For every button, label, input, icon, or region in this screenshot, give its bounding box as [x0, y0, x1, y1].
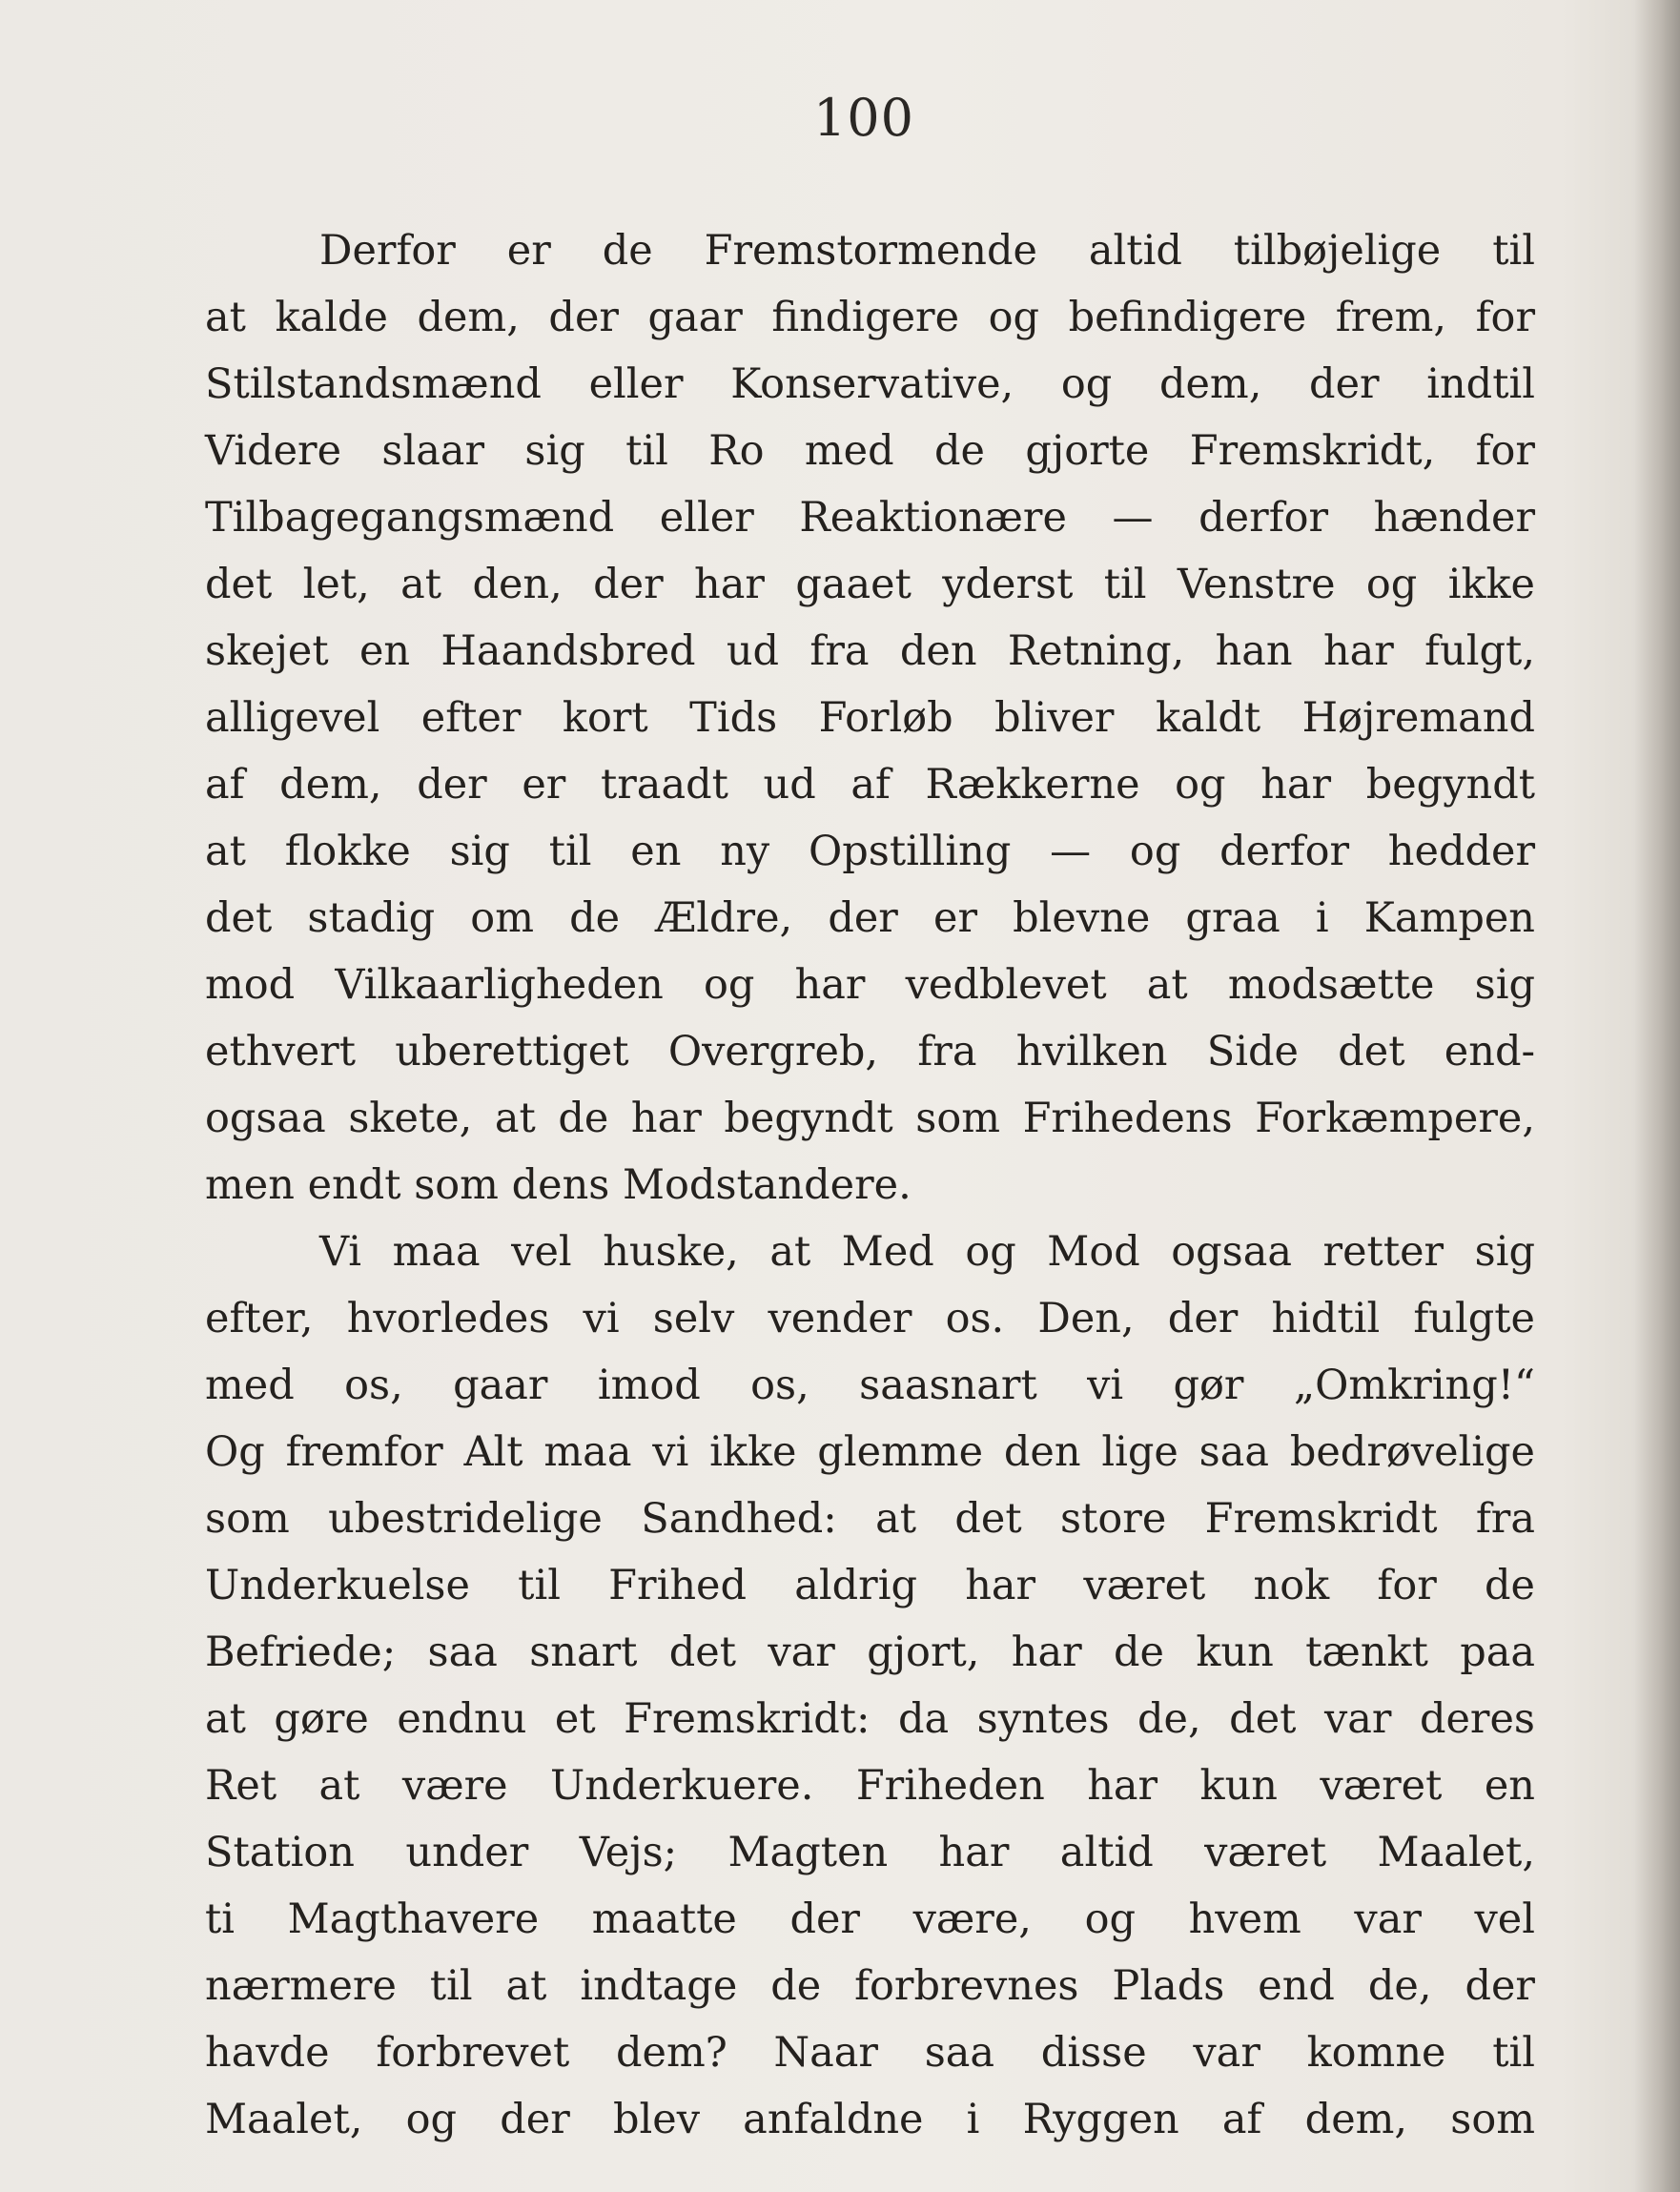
text-line: ogsaa skete, at de har begyndt som Frihedens Forkæmpere,	[205, 1095, 1535, 1142]
text-line: Og fremfor Alt maa vi ikke glemme den lige saa bedrøvelige	[205, 1428, 1535, 1476]
text-line: Ret at være Underkuere. Friheden har kun været en	[205, 1762, 1535, 1810]
text-line: det let, at den, der har gaaet yderst til Venstre og ikke	[205, 561, 1535, 608]
page-edge-shadow	[1634, 0, 1680, 2192]
text-line: efter, hvorledes vi selv vender os. Den, der hidtil fulgte	[205, 1295, 1535, 1342]
text-line: Maalet, og der blev anfaldne i Ryggen af dem, som	[205, 2096, 1535, 2143]
text-line: alligevel efter kort Tids Forløb bliver kaldt Højremand	[205, 694, 1535, 742]
text-line: men endt som dens Modstandere.	[205, 1161, 912, 1209]
text-line: det stadig om de Ældre, der er blevne graa i Kampen	[205, 894, 1535, 942]
text-line: at flokke sig til en ny Opstilling — og derfor hedder	[205, 828, 1535, 875]
text-line: Stilstandsmænd eller Konservative, og dem, der indtil	[205, 360, 1535, 408]
text-line: skejet en Haandsbred ud fra den Retning, han har fulgt,	[205, 627, 1535, 675]
page-number: 100	[812, 88, 915, 148]
text-line: ti Magthavere maatte der være, og hvem var vel	[205, 1895, 1535, 1943]
text-line: Station under Vejs; Magten har altid været Maalet,	[205, 1829, 1535, 1876]
text-line: nærmere til at indtage de forbrevnes Plads end de, der	[205, 1962, 1535, 2010]
text-line: Derfor er de Fremstormende altid tilbøjelige til	[319, 227, 1535, 275]
text-line: Vi maa vel huske, at Med og Mod ogsaa retter sig	[319, 1228, 1535, 1276]
text-line: Tilbagegangsmænd eller Reaktionære — derfor hænder	[205, 494, 1535, 542]
text-line: at kalde dem, der gaar findigere og befindigere frem, for	[205, 294, 1535, 341]
text-line: af dem, der er traadt ud af Rækkerne og har begyndt	[205, 761, 1535, 809]
text-line: med os, gaar imod os, saasnart vi gør „Omkring!“	[205, 1362, 1535, 1409]
text-line: Underkuelse til Frihed aldrig har været nok for de	[205, 1562, 1535, 1609]
text-line: at gøre endnu et Fremskridt: da syntes de, det var deres	[205, 1695, 1535, 1743]
text-line: ethvert uberettiget Overgreb, fra hvilken Side det end-	[205, 1028, 1535, 1076]
text-line: Befriede; saa snart det var gjort, har de kun tænkt paa	[205, 1629, 1535, 1676]
text-line: Videre slaar sig til Ro med de gjorte Fremskridt, for	[205, 427, 1535, 475]
text-line: som ubestridelige Sandhed: at det store Fremskridt fra	[205, 1495, 1535, 1543]
text-line: havde forbrevet dem? Naar saa disse var komne til	[205, 2029, 1535, 2077]
body-text	[205, 217, 1535, 2153]
text-line: mod Vilkaarligheden og har vedblevet at modsætte sig	[205, 961, 1535, 1009]
